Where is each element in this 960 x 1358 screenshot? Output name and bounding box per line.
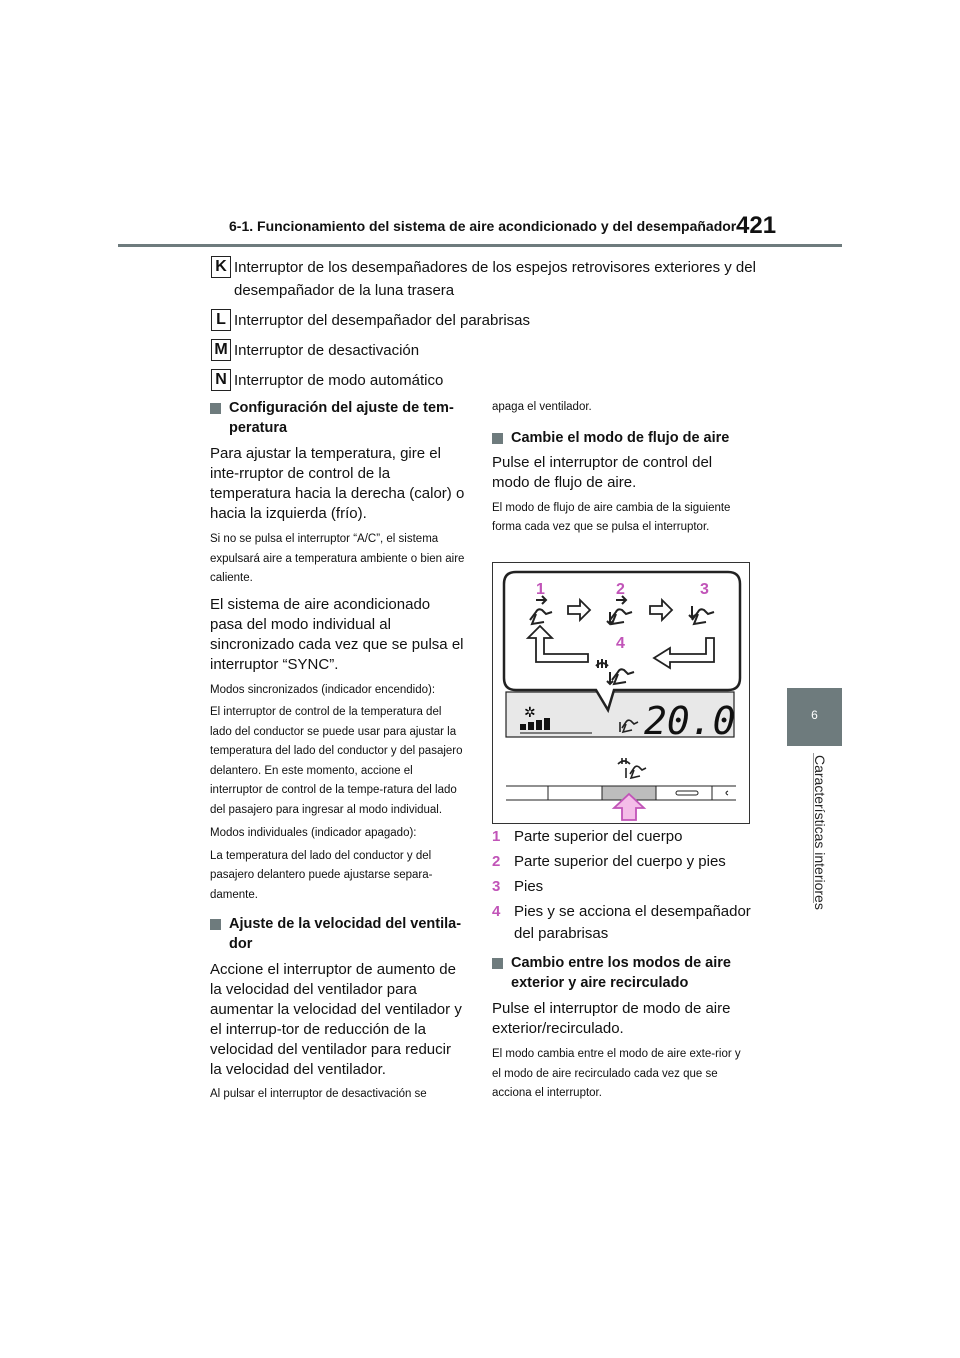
key-text-n: Interruptor de modo automático: [234, 372, 444, 389]
recirc-body: Pulse el interruptor de modo de aire exterior/recirculado.: [492, 1000, 731, 1037]
flow-note: El modo de flujo de aire cambia de la siguiente forma cada vez que se pulsa el interruptor.: [492, 501, 731, 533]
callout-2: 2: [616, 581, 625, 598]
key-badge-m: M: [211, 339, 231, 361]
recirc-heading: Cambio entre los modos de aire exterior y aire recirculado: [492, 953, 761, 993]
fan-icon: ✲: [524, 705, 536, 721]
sync-on-label: Modos sincronizados (indicador encendido):: [210, 683, 436, 696]
temperature-readout: 20.0: [644, 699, 736, 743]
flow-body: Pulse el interruptor de control del modo de flujo de aire.: [492, 453, 713, 491]
fan-note: Al pulsar el interruptor de desactivación se: [210, 1088, 427, 1100]
recirc-note: El modo cambia entre el modo de aire exte-rior y el modo de aire recirculado cada vez que se acciona el interruptor.: [492, 1048, 741, 1099]
key-badge-n: N: [211, 369, 231, 391]
chapter-title: Características interiores: [812, 755, 828, 910]
left-column: [210, 398, 466, 1105]
callout-1: 1: [536, 581, 545, 598]
temp-heading: Configuración del ajuste de tem-peratura: [210, 398, 466, 438]
mode-item-1: 1 Parte superior del cuerpo: [492, 828, 683, 845]
temp-body: Para ajustar la temperatura, gire el inte-rruptor de control de la temperatura hacia la derecha (calor) o hacia la izquierda (frío).: [210, 445, 465, 522]
fan-note-cont: apaga el ventilador.: [492, 401, 592, 413]
flow-heading: Cambie el modo de flujo de aire: [492, 428, 748, 448]
key-text-l: Interruptor del desempañador del parabrisas: [234, 312, 531, 329]
section-title: 6-1. Funcionamiento del sistema de aire acondicionado y del desempañador: [229, 218, 737, 234]
mode-item-4: 4 Pies y se acciona el desempañador del parabrisas: [492, 903, 751, 942]
right-column-upper: [492, 398, 748, 538]
page-number: 421: [736, 212, 777, 239]
sync-on-text: El interruptor de control de la temperatura del lado del conductor se puede usar para ajustar la temperatura del lado del conductor y del pasajero delantero. En este momento, accione el interruptor de control de la tempe-ratura del lado del pasajero para ingresar al modo individual.: [210, 706, 463, 816]
right-column-lower: [492, 826, 762, 1104]
mode-item-2: 2 Parte superior del cuerpo y pies: [492, 853, 726, 870]
sync-off-text: La temperatura del lado del conductor y del pasajero delantero puede ajustarse separa-damente.: [210, 849, 433, 901]
sync-off-label: Modos individuales (indicador apagado):: [210, 827, 417, 839]
key-text-k: Interruptor de los desempañadores de los espejos retrovisores exteriores y del desempañador de la luna trasera: [234, 259, 756, 299]
sync-body: El sistema de aire acondicionado pasa del modo individual al sincronizado cada vez que se pulsa el interruptor “SYNC”.: [210, 595, 464, 673]
header-rule: [118, 244, 842, 247]
callout-4: 4: [616, 635, 625, 652]
temp-note: Si no se pulsa el interruptor “A/C”, el sistema expulsará aire a temperatura ambiente o bien aire caliente.: [210, 533, 465, 584]
fan-heading: Ajuste de la velocidad del ventila-dor: [210, 914, 466, 954]
fan-body: Accione el interruptor de aumento de la velocidad del ventilador para aumentar la velocidad del ventilador y el interrup-tor de reducción de la velocidad del ventilador para reducir la velocidad del ventilador.: [210, 961, 462, 1078]
chapter-number: 6: [811, 708, 818, 722]
key-text-m: Interruptor de desactivación: [234, 342, 420, 359]
airflow-mode-figure: [492, 562, 750, 824]
callout-3: 3: [700, 581, 709, 598]
key-badge-k: K: [211, 256, 231, 278]
mode-item-3: 3 Pies: [492, 878, 544, 895]
key-badge-l: L: [211, 309, 231, 331]
